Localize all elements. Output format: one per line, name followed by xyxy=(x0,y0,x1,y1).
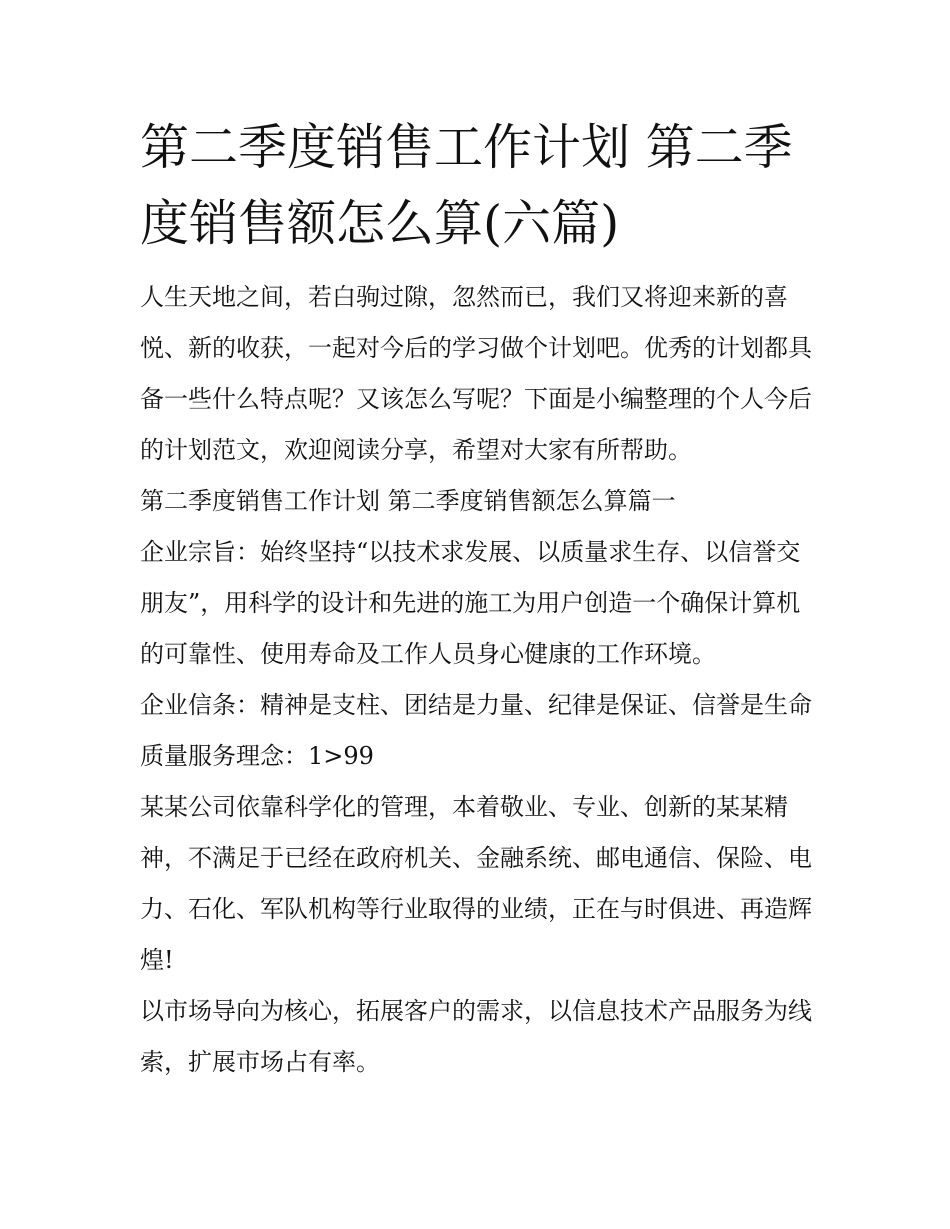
intro-paragraph: 人生天地之间，若白驹过隙，忽然而已，我们又将迎来新的喜悦、新的收获，一起对今后的学习做个计划吧。优秀的计划都具备一些什么特点呢？又该怎么写呢？下面是小编整理的个人今后的计划范文，欢迎阅读分享，希望对大家有所帮助。 xyxy=(140,283,812,464)
mission-paragraph: 企业宗旨：始终坚持“以技术求发展、以质量求生存、以信誉交朋友”，用科学的设计和先进的施工为用户创造一个确保计算机的可靠性、使用寿命及工作人员身心健康的工作环境。 xyxy=(140,538,801,668)
title-spacer xyxy=(140,262,812,272)
document-body xyxy=(140,110,812,1088)
company-paragraph: 某某公司依靠科学化的管理，本着敬业、专业、创新的某某精神，不满足于已经在政府机关、金融系统、邮电通信、保险、电力、石化、军队机构等行业取得的业绩，正在与时俱进、再造辉煌! xyxy=(140,793,812,974)
section-heading: 第二季度销售工作计划 第二季度销售额怎么算篇一 xyxy=(140,487,676,515)
market-paragraph: 以市场导向为核心，拓展客户的需求，以信息技术产品服务为线索，扩展市场占有率。 xyxy=(140,997,812,1076)
creed-paragraph: 企业信条：精神是支柱、团结是力量、纪律是保证、信誉是生命 质量服务理念：1>99 xyxy=(140,691,812,770)
document-title: 第二季度销售工作计划 第二季度销售额怎么算(六篇) xyxy=(140,119,793,252)
